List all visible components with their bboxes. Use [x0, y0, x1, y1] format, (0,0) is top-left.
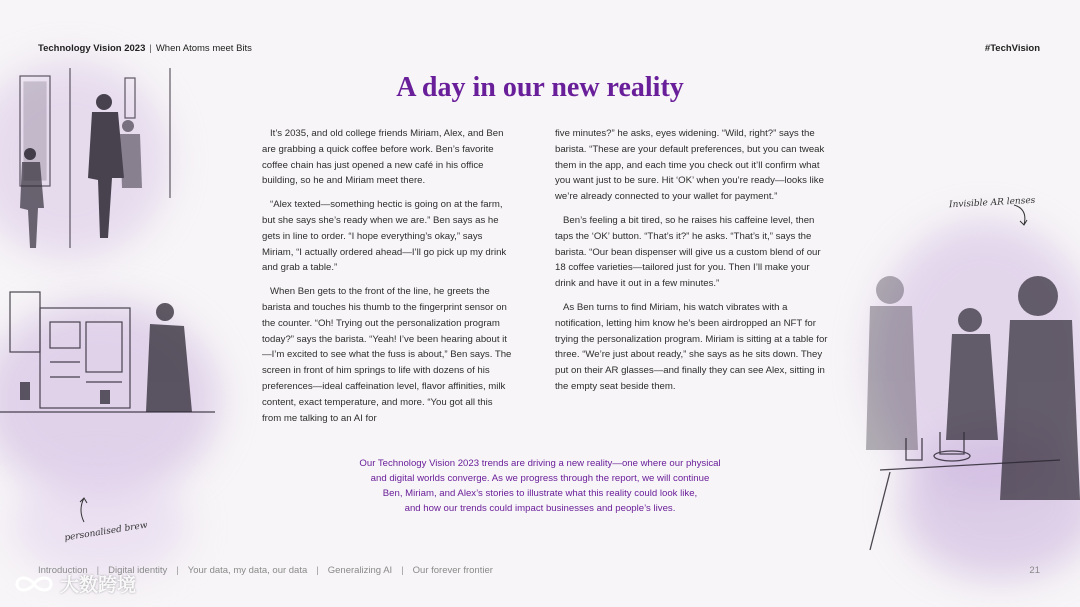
- watercolor-wash: [10, 470, 190, 580]
- nav-separator: |: [176, 565, 179, 576]
- nav-forever-frontier[interactable]: Our forever frontier: [412, 565, 493, 576]
- hashtag: #TechVision: [984, 43, 1040, 54]
- sketch-coffee-machine: [0, 282, 215, 442]
- nav-separator: |: [316, 565, 319, 576]
- report-header: [38, 43, 252, 54]
- sketch-ar-cafe-table: [860, 210, 1080, 560]
- report-title: Technology Vision 2023: [38, 43, 146, 54]
- header-separator: |: [149, 43, 152, 54]
- story-paragraph: It’s 2035, and old college friends Miriam, Alex, and Ben are grabbing a quick coffee before work. Ben’s favorite coffee chain has just opened a new café in his office building, so he and Miriam meet there.: [262, 128, 504, 187]
- story-paragraph: As Ben turns to find Miriam, his watch vibrates with a notification, letting him know he’s been airdropped an NFT for trying the personalization program. Miriam is sitting at a table for three. “We’re just about ready,” she says as he sits down. They put on their AR glasses—and finally they can see Alex, sitting in the empty seat beside them.: [555, 301, 828, 392]
- caption-personalised-brew: personalised brew: [63, 520, 149, 544]
- story-left-column: [262, 126, 514, 434]
- summary-line: and digital worlds converge. As we progress through the report, we will continue: [370, 473, 710, 484]
- summary-line: Ben, Miriam, and Alex’s stories to illustrate what this reality could look like,: [382, 488, 698, 499]
- summary-line: Our Technology Vision 2023 trends are driving a new reality—one where our physical: [359, 458, 721, 469]
- nav-your-data[interactable]: Your data, my data, our data: [187, 565, 308, 576]
- nav-introduction[interactable]: Introduction: [38, 565, 88, 576]
- caption-arrow-icon: [1012, 203, 1032, 227]
- infinity-loop-logo-icon: [12, 573, 56, 595]
- caption-ar-lenses: Invisible AR lenses: [948, 195, 1036, 211]
- story-paragraph: “Alex texted—something hectic is going on at the farm, but she says she’s ready when we are.” Ben says as he gets in line to order. “I hope everything’s okay,” says Miriam, “I actually ordered ahead—I’ll go pick up my drink and grab a table.”: [262, 199, 507, 274]
- summary-line: and how our trends could impact businesses and people’s lives.: [404, 503, 676, 514]
- nav-generalizing-ai[interactable]: Generalizing AI: [327, 565, 393, 576]
- nav-separator: |: [96, 565, 100, 576]
- story-paragraph: five minutes?” he asks, eyes widening. “Wild, right?” says the barista. “These are your default preferences, but you can tweak them in the app, and each time you check out it’ll confirm what you want just to be sure. Hit ‘OK’ when you’re ready—looks like we’re already connected to your wallet for payment.”: [555, 128, 825, 203]
- summary-text: [330, 456, 750, 516]
- nav-digital-identity[interactable]: Digital identity: [108, 565, 168, 576]
- page-number: 21: [1029, 565, 1040, 576]
- story-paragraph: When Ben gets to the front of the line, he greets the barista and touches his thumb to the fingerprint sensor on the counter. “Oh! Trying out the personalization program today?” says the barista. “Yeah! I’ve been hearing about it —I’m excited to see what the fuss is about,” Ben says. The screen in front of him springs to life with dozens of his preferences—ideal caffeination level, flavor affinities, milk content, exact temperature, and more. “You got all this from me talking to an AI for: [262, 286, 512, 424]
- section-title: When Atoms meet Bits: [155, 43, 252, 54]
- story-paragraph: Ben’s feeling a bit tired, so he raises his caffeine level, then taps the ‘OK’ button. “That’s it?” he asks. “That’s it,” says the barista. “Our bean dispenser will give us a custom blend of our 18 coffee varieties—tailored just for you. Then I’ll make your drink and have it out in a few minutes.”: [555, 214, 821, 290]
- story-right-column: [555, 126, 830, 403]
- page-title: A day in our new reality: [396, 72, 684, 103]
- caption-arrow-icon: [74, 496, 94, 524]
- nav-separator: |: [401, 565, 404, 576]
- watermark-text: 大数跨境: [60, 574, 137, 596]
- watermark: [12, 570, 136, 597]
